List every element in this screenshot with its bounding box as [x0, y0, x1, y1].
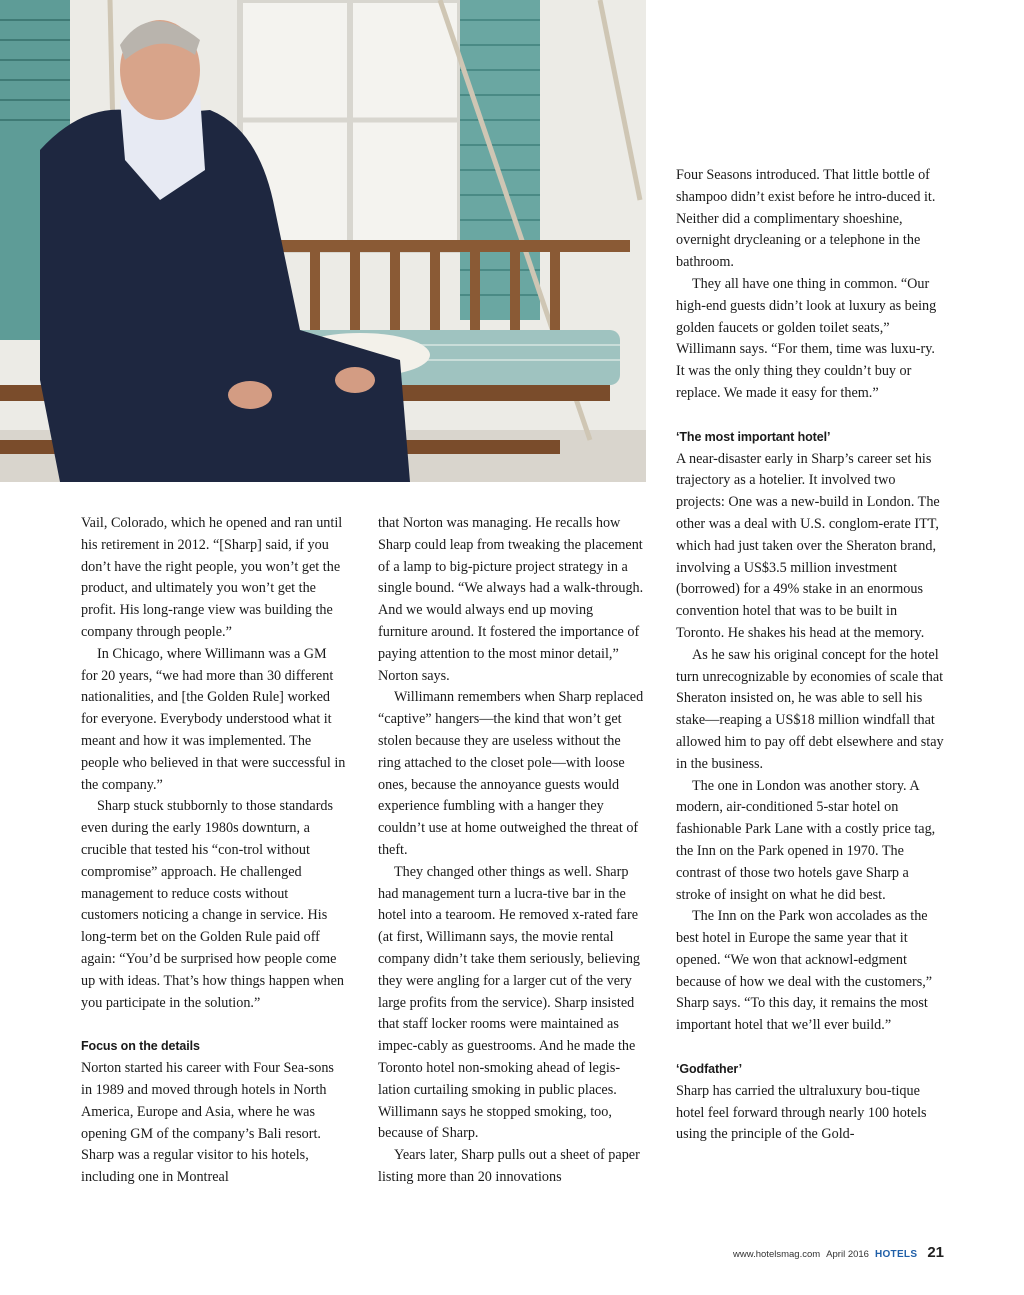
body-paragraph: Vail, Colorado, which he opened and ran until his retirement in 2012. “[Sharp] said, if you don’t have the right people, you won’t get the product, and ultimately you won’t get the profit. His long-range view was building the company through people.” — [81, 515, 343, 640]
section-heading: ‘Godfather’ — [676, 1062, 743, 1077]
article-column-2 — [378, 513, 646, 1189]
page-number: 21 — [927, 1244, 944, 1261]
body-paragraph: Sharp stuck stubbornly to those standards even during the early 1980s downturn, a crucible that tested his “con-trol without compromise” approach. He challenged management to reduce costs without customers noticing a change in service. His long-term bet on the Golden Rule paid off again: “You’d be surprised how people come up with ideas. That’s how things happen when you participate in the solution.” — [81, 798, 344, 1011]
body-paragraph: They all have one thing in common. “Our high-end guests didn’t look at luxury as being golden faucets or golden toilet seats,” Willimann says. “For them, time was luxu-ry. It was the only thing they couldn’t buy or replace. We made it easy for them.” — [676, 275, 937, 401]
body-paragraph: In Chicago, where Willimann was a GM for 20 years, “we had more than 30 different nationalities, and [the Golden Rule] worked for everyone. Everybody understood what it meant and how it was implemented. The people who believed in that were successful in the company.” — [81, 645, 346, 793]
section-heading: Focus on the details — [81, 1039, 200, 1054]
page-footer — [733, 1244, 944, 1261]
body-paragraph: As he saw his original concept for the hotel turn unrecognizable by economies of scale that Sheraton insisted on, he was able to sell his stake—reaping a US$18 million windfall that allowed him to pay off debt elsewhere and stay in the business. — [676, 646, 944, 772]
body-paragraph: The one in London was another story. A modern, air-conditioned 5-star hotel on fashionable Park Lane with a costly price tag, the Inn on the Park opened in 1970. The contrast of those two hotels gave Sharp a stroke of insight on what he did best. — [676, 777, 936, 903]
body-paragraph: Willimann remembers when Sharp replaced “captive” hangers—the kind that won’t get stolen because they are useless without the ring attached to the closet pole—with loose ones, because the annoyance guests would experience fumbling with a hanger they couldn’t use at home outweighed the threat of theft. — [378, 689, 644, 858]
footer-date: April 2016 — [826, 1249, 869, 1260]
porch-swing-illustration — [0, 0, 646, 482]
section-heading: ‘The most important hotel’ — [676, 429, 831, 444]
portrait-photo — [0, 0, 646, 482]
footer-url: www.hotelsmag.com — [733, 1249, 821, 1260]
magazine-name: HOTELS — [874, 1249, 918, 1260]
body-paragraph: The Inn on the Park won accolades as the best hotel in Europe the same year that it opened. “We won that acknowl-edgment because of how we deal with the customers,” Sharp says. “To this day, it remains the most important hotel that we’ll ever build.” — [676, 908, 933, 1034]
article-column-3 — [676, 165, 946, 1146]
body-paragraph: They changed other things as well. Sharp had management turn a lucra-tive bar in the hotel into a tearoom. He removed x-rated fare (at first, Willimann says, the movie rental company didn’t take them seriously, believing they were angling for a larger cut of the very large profits from the service). Sharp insisted that staff locker rooms were maintained as impec-cably as guestrooms. And he made the Toronto hotel non-smoking ahead of legis-lation curtailing smoking in public places. Willimann says he stopped smoking, too, because of Sharp. — [378, 863, 641, 1142]
body-paragraph: Four Seasons introduced. That little bottle of shampoo didn’t exist before he intro-duced it. Neither did a complimentary shoeshine, overnight drycleaning or a telephone in the bathroom. — [676, 167, 936, 271]
body-paragraph: Years later, Sharp pulls out a sheet of paper listing more than 20 innovations — [378, 1147, 640, 1185]
article-column-1 — [81, 513, 346, 1189]
body-paragraph: Sharp has carried the ultraluxury bou-tique hotel feel forward through nearly 100 hotels using the principle of the Gold- — [676, 1082, 927, 1143]
body-paragraph: Norton started his career with Four Sea-sons in 1989 and moved through hotels in North America, Europe and Asia, where he was opening GM of the company’s Bali resort. Sharp was a regular visitor to his hotels, including one in Montreal — [81, 1060, 334, 1186]
body-paragraph: that Norton was managing. He recalls how Sharp could leap from tweaking the placement of a lamp to big-picture project strategy in a single bound. “We always had a walk-through. And we would always end up moving furniture around. It fostered the importance of paying attention to the most minor detail,” Norton says. — [378, 515, 644, 684]
body-paragraph: A near-disaster early in Sharp’s career set his trajectory as a hotelier. It involved two projects: One was a new-build in London. The other was a deal with U.S. conglom-erate ITT, which had just taken over the Sheraton brand, involving a US$3.5 million investment (borrowed) for a 49% stake in an enormous convention hotel that was to be built in Toronto. He shakes his head at the memory. — [676, 450, 940, 641]
